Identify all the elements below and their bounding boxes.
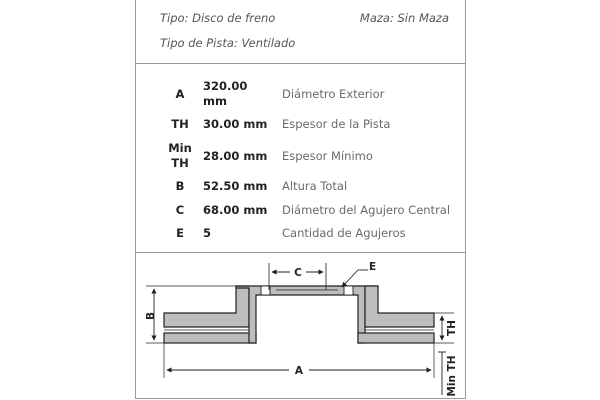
brake-disc-diagram (136, 0, 465, 398)
spec-value: 28.00 mm (203, 149, 268, 163)
track-type-label: Tipo de Pista: Ventilado (160, 36, 296, 50)
disc-ring-left-upper (164, 286, 249, 327)
hub-type-label: Maza: Sin Maza (359, 11, 449, 25)
spec-card (135, 0, 466, 399)
dim-label-b: B (145, 311, 157, 321)
spec-label: C (175, 203, 185, 217)
disc-section-left (164, 286, 256, 343)
spec-label: TH (171, 117, 189, 131)
disc-ring-right-lower (358, 333, 434, 343)
dim-label-min-th: Min TH (446, 355, 458, 397)
dim-label-th: TH (446, 320, 458, 336)
spec-description: Diámetro del Agujero Central (282, 203, 451, 217)
dim-label-a: A (294, 365, 304, 377)
spec-description: Espesor de la Pista (282, 117, 391, 131)
disc-ring-left-lower (164, 333, 256, 343)
spec-label: E (176, 226, 184, 240)
dimension-th (434, 313, 458, 343)
disc-section-right (358, 286, 434, 343)
dimension-e (342, 261, 376, 287)
spec-value: 320.00 mm (203, 79, 248, 108)
disc-type-label: Tipo: Disco de freno (160, 11, 276, 25)
spec-value: 68.00 mm (203, 203, 268, 217)
disc-ring-right-upper (365, 286, 434, 327)
disc-hat-outline (236, 286, 378, 343)
spec-description: Espesor Mínimo (282, 149, 373, 163)
spec-description: Cantidad de Agujeros (282, 226, 406, 240)
spec-description: Altura Total (282, 179, 348, 193)
dim-label-e: E (369, 261, 377, 273)
spec-label: Min TH (168, 141, 192, 170)
spec-label: B (175, 179, 185, 193)
spec-label: A (175, 87, 185, 101)
spec-value: 52.50 mm (203, 179, 268, 193)
dim-label-c: C (294, 267, 302, 279)
dimension-a (164, 343, 434, 378)
spec-description: Diámetro Exterior (282, 87, 385, 101)
dimension-min-th (438, 352, 458, 397)
spec-value: 5 (203, 226, 212, 240)
disc-hat (236, 286, 378, 343)
spec-value: 30.00 mm (203, 117, 268, 131)
